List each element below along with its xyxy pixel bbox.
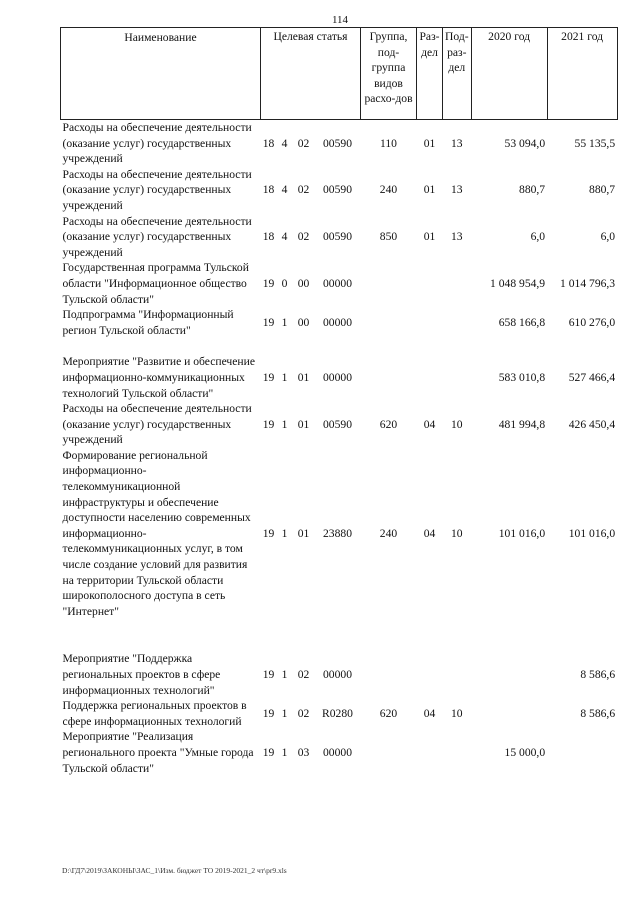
expense-group: 620 bbox=[379, 706, 398, 720]
table-row bbox=[61, 729, 618, 776]
target-code-1: 19 bbox=[262, 276, 275, 290]
target-code-1: 19 bbox=[262, 706, 275, 720]
target-code-4: 00000 bbox=[323, 370, 352, 384]
subsection-code bbox=[443, 651, 472, 698]
header-year-2020: 2020 год bbox=[471, 28, 547, 120]
expense-group bbox=[361, 260, 417, 307]
header-section: Раз-дел bbox=[417, 28, 443, 120]
expense-group bbox=[361, 729, 417, 776]
target-code-2: 4 bbox=[281, 183, 288, 197]
subsection-code: 10 bbox=[451, 526, 463, 540]
table-body bbox=[61, 120, 618, 777]
table-row bbox=[61, 167, 618, 214]
target-code-4: 00000 bbox=[323, 668, 352, 681]
subsection-code bbox=[443, 307, 472, 338]
table-row bbox=[61, 651, 618, 698]
target-code-4: 00000 bbox=[323, 315, 352, 329]
target-code-2: 1 bbox=[281, 668, 288, 681]
target-code-2: 4 bbox=[281, 136, 288, 150]
file-path-footer: D:\ГД7\2019\ЗАКОНЫ\ЗАС_1\Изм. бюджет ТО 2019-2021_2 чт\pr9.xls bbox=[62, 866, 287, 875]
section-code: 01 bbox=[423, 183, 436, 197]
row-name: Расходы на обеспечение деятельности (оказание услуг) государственных учреждений bbox=[62, 214, 252, 259]
row-name: Мероприятие "Развитие и обеспечение информационно-коммуникационных технологий Тульской области" bbox=[62, 355, 255, 400]
section-code bbox=[417, 307, 443, 338]
target-code-2: 0 bbox=[281, 276, 288, 290]
amount-2021: 426 450,4 bbox=[568, 417, 616, 431]
subsection-code: 10 bbox=[451, 706, 463, 720]
subsection-code bbox=[443, 260, 472, 307]
target-code-4: 00590 bbox=[323, 417, 352, 431]
subsection-code bbox=[443, 729, 472, 776]
header-subsection: Под-раз-дел bbox=[443, 28, 472, 120]
table-row bbox=[61, 354, 618, 401]
row-name: Подпрограмма "Информационный регион Тульской области" bbox=[62, 308, 234, 337]
target-code-1: 19 bbox=[262, 668, 275, 681]
table-header bbox=[61, 28, 618, 120]
header-group: Группа, под-группа видов расхо-дов bbox=[361, 28, 417, 120]
amount-2021: 527 466,4 bbox=[568, 370, 616, 384]
table-row bbox=[61, 448, 618, 620]
subsection-code: 10 bbox=[451, 417, 463, 431]
row-name: Расходы на обеспечение деятельности (оказание услуг) государственных учреждений bbox=[62, 167, 252, 212]
expense-group: 850 bbox=[379, 230, 398, 244]
row-name: Расходы на обеспечение деятельности (оказание услуг) государственных учреждений bbox=[62, 402, 252, 447]
target-code-2: 1 bbox=[281, 417, 288, 431]
target-code-1: 19 bbox=[262, 315, 275, 329]
target-code-3: 02 bbox=[297, 136, 310, 150]
row-spacer bbox=[61, 619, 618, 651]
amount-2021: 6,0 bbox=[600, 230, 616, 244]
subsection-code bbox=[443, 354, 472, 401]
spacer-cell bbox=[61, 338, 618, 354]
table-row bbox=[61, 698, 618, 729]
subsection-code: 13 bbox=[451, 183, 463, 197]
row-name: Мероприятие "Поддержка региональных проектов в сфере информационных технологий" bbox=[62, 652, 221, 697]
header-target-article: Целевая статья bbox=[261, 28, 361, 120]
target-code-1: 19 bbox=[262, 745, 275, 759]
target-code-3: 00 bbox=[297, 276, 310, 290]
section-code bbox=[417, 260, 443, 307]
expense-group bbox=[361, 651, 417, 698]
amount-2021: 880,7 bbox=[589, 183, 616, 197]
amount-2020: 53 094,0 bbox=[504, 136, 546, 150]
target-code-4: 00590 bbox=[323, 230, 352, 244]
amount-2020: 1 048 954,9 bbox=[490, 276, 546, 290]
target-code-2: 1 bbox=[281, 706, 288, 720]
target-code-3: 01 bbox=[297, 417, 310, 431]
target-code-4: R0280 bbox=[322, 706, 353, 720]
table-row bbox=[61, 307, 618, 338]
target-code-3: 02 bbox=[297, 230, 310, 244]
amount-2020: 6,0 bbox=[530, 230, 546, 244]
row-name: Расходы на обеспечение деятельности (оказание услуг) государственных учреждений bbox=[62, 121, 252, 166]
amount-2021: 101 016,0 bbox=[568, 526, 616, 540]
header-year-2021: 2021 год bbox=[547, 28, 617, 120]
target-code-3: 01 bbox=[297, 370, 310, 384]
target-code-3: 02 bbox=[297, 668, 310, 681]
page-number: 114 bbox=[331, 14, 349, 26]
amount-2021: 8 586,6 bbox=[580, 668, 616, 681]
header-name: Наименование bbox=[61, 28, 261, 120]
target-code-1: 18 bbox=[262, 136, 275, 150]
expense-group: 110 bbox=[380, 136, 397, 150]
target-code-3: 02 bbox=[297, 706, 310, 720]
target-code-3: 01 bbox=[297, 526, 310, 540]
target-code-2: 1 bbox=[281, 315, 288, 329]
budget-table bbox=[60, 27, 618, 776]
target-code-4: 00590 bbox=[323, 183, 352, 197]
expense-group: 620 bbox=[379, 417, 398, 431]
spacer-cell bbox=[61, 619, 618, 651]
amount-2021 bbox=[547, 729, 617, 776]
section-code: 01 bbox=[423, 136, 436, 150]
expense-group bbox=[361, 307, 417, 338]
amount-2020: 658 166,8 bbox=[498, 315, 546, 329]
section-code: 01 bbox=[423, 230, 436, 244]
section-code: 04 bbox=[423, 526, 436, 540]
row-name: Мероприятие "Реализация регионального проекта "Умные города Тульской области" bbox=[62, 730, 254, 775]
target-code-3: 03 bbox=[297, 745, 310, 759]
row-name: Государственная программа Тульской области "Информационное общество Тульской области" bbox=[62, 261, 249, 306]
table-row bbox=[61, 120, 618, 167]
target-code-1: 19 bbox=[262, 370, 275, 384]
target-code-1: 19 bbox=[262, 526, 275, 540]
section-code: 04 bbox=[423, 417, 436, 431]
target-code-2: 1 bbox=[281, 526, 288, 540]
subsection-code: 13 bbox=[451, 136, 463, 150]
amount-2020: 880,7 bbox=[519, 183, 546, 197]
amount-2020: 101 016,0 bbox=[498, 526, 546, 540]
row-spacer bbox=[61, 338, 618, 354]
amount-2021: 8 586,6 bbox=[580, 706, 616, 720]
section-code bbox=[417, 651, 443, 698]
amount-2020 bbox=[471, 698, 547, 729]
target-code-1: 18 bbox=[262, 230, 275, 244]
expense-group bbox=[361, 354, 417, 401]
target-code-4: 23880 bbox=[323, 526, 352, 540]
target-code-4: 00000 bbox=[323, 276, 352, 290]
expense-group: 240 bbox=[379, 183, 398, 197]
row-name: Поддержка региональных проектов в сфере информационных технологий bbox=[62, 699, 247, 728]
subsection-code: 13 bbox=[451, 230, 463, 244]
section-code bbox=[417, 729, 443, 776]
amount-2021: 1 014 796,3 bbox=[560, 276, 616, 290]
amount-2020: 15 000,0 bbox=[504, 745, 546, 759]
table-row bbox=[61, 401, 618, 448]
table-row bbox=[61, 214, 618, 261]
target-code-1: 19 bbox=[262, 417, 275, 431]
target-code-2: 1 bbox=[281, 745, 288, 759]
target-code-4: 00590 bbox=[323, 136, 352, 150]
section-code bbox=[417, 354, 443, 401]
amount-2021: 55 135,5 bbox=[574, 136, 616, 150]
section-code: 04 bbox=[423, 706, 436, 720]
amount-2020: 481 994,8 bbox=[498, 417, 546, 431]
target-code-1: 18 bbox=[262, 183, 275, 197]
amount-2021: 610 276,0 bbox=[568, 315, 616, 329]
target-code-4: 00000 bbox=[323, 745, 352, 759]
amount-2020 bbox=[471, 651, 547, 698]
target-code-3: 00 bbox=[297, 315, 310, 329]
target-code-3: 02 bbox=[297, 183, 310, 197]
expense-group: 240 bbox=[379, 526, 398, 540]
table-row bbox=[61, 260, 618, 307]
row-name: Формирование региональной информационно-телекоммуникационной инфраструктуры и обеспечение доступности населению современных информационно-телекоммуникационных услуг, в том числе создание условий для развития на территории Тульской области широкополосного доступа в сеть "Интернет" bbox=[62, 448, 251, 618]
target-code-2: 1 bbox=[281, 370, 288, 384]
amount-2020: 583 010,8 bbox=[498, 370, 546, 384]
target-code-2: 4 bbox=[281, 230, 288, 244]
